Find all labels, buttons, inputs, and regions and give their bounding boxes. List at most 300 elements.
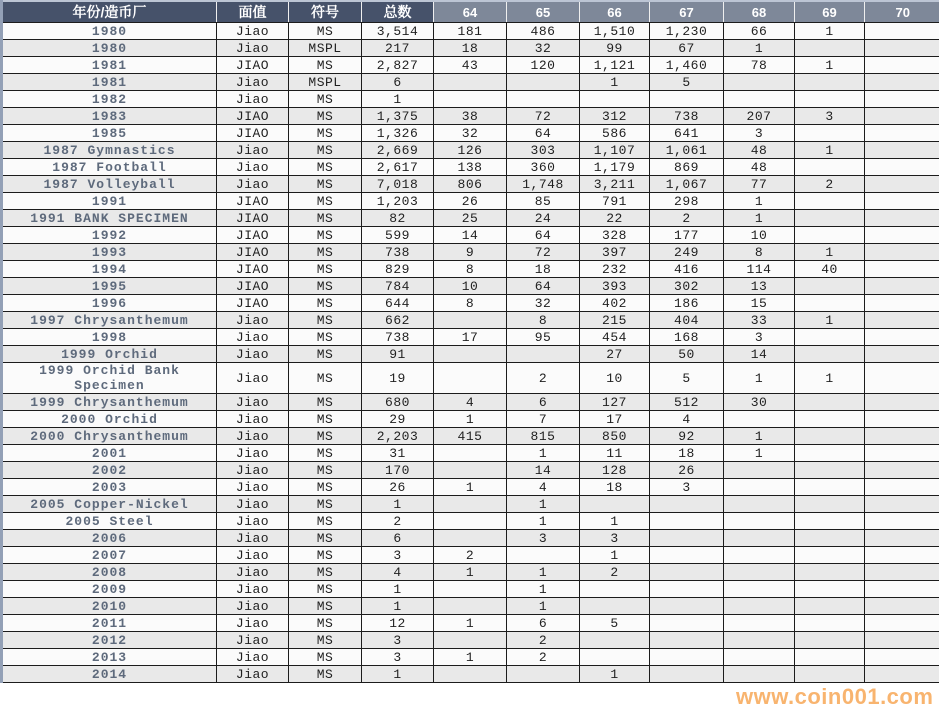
grade-67-cell: 1,067	[650, 176, 724, 193]
total-cell: 1	[362, 91, 434, 108]
grade-64-cell	[434, 346, 507, 363]
grade-67-cell	[650, 496, 724, 513]
grade-66-cell: 850	[580, 428, 650, 445]
year-mint-cell: 1980	[2, 23, 217, 40]
grade-65-cell	[507, 547, 580, 564]
grade-70-cell	[865, 159, 939, 176]
grade-65-cell	[507, 91, 580, 108]
grade-68-cell: 207	[724, 108, 795, 125]
grade-64-cell: 1	[434, 479, 507, 496]
face-value-cell: Jiao	[217, 411, 289, 428]
symbol-cell: MS	[289, 363, 362, 394]
grade-65-cell: 4	[507, 479, 580, 496]
grade-66-cell: 328	[580, 227, 650, 244]
grade-68-cell	[724, 581, 795, 598]
grade-70-cell	[865, 394, 939, 411]
grade-70-cell	[865, 496, 939, 513]
face-value-cell: Jiao	[217, 428, 289, 445]
year-mint-cell: 2007	[2, 547, 217, 564]
year-mint-cell: 1999 Orchid	[2, 346, 217, 363]
grade-69-cell	[795, 40, 865, 57]
grade-67-cell: 416	[650, 261, 724, 278]
symbol-cell: MS	[289, 278, 362, 295]
face-value-cell: Jiao	[217, 615, 289, 632]
face-value-cell: Jiao	[217, 513, 289, 530]
grade-68-cell: 1	[724, 428, 795, 445]
grade-69-cell	[795, 547, 865, 564]
grade-68-cell	[724, 496, 795, 513]
grade-69-cell: 1	[795, 244, 865, 261]
grade-70-cell	[865, 363, 939, 394]
year-mint-cell: 2005 Copper-Nickel	[2, 496, 217, 513]
symbol-cell: MS	[289, 23, 362, 40]
grade-67-cell: 738	[650, 108, 724, 125]
symbol-cell: MS	[289, 346, 362, 363]
table-row	[2, 159, 939, 176]
grade-68-cell: 1	[724, 363, 795, 394]
face-value-cell: JIAO	[217, 57, 289, 74]
face-value-cell: JIAO	[217, 278, 289, 295]
grade-70-cell	[865, 91, 939, 108]
year-mint-cell: 1987 Football	[2, 159, 217, 176]
grade-67-cell: 18	[650, 445, 724, 462]
header-row	[2, 1, 939, 23]
face-value-cell: JIAO	[217, 295, 289, 312]
grade-67-cell: 67	[650, 40, 724, 57]
year-mint-cell: 1999 Orchid Bank Specimen	[2, 363, 217, 394]
grade-66-cell: 1	[580, 666, 650, 683]
grade-66-cell: 1	[580, 74, 650, 91]
grade-68-cell: 66	[724, 23, 795, 40]
grade-66-cell: 791	[580, 193, 650, 210]
grade-65-cell: 18	[507, 261, 580, 278]
year-mint-cell: 1980	[2, 40, 217, 57]
grade-68-cell	[724, 666, 795, 683]
grade-67-cell: 302	[650, 278, 724, 295]
year-mint-cell: 2014	[2, 666, 217, 683]
grade-68-cell: 48	[724, 142, 795, 159]
grade-68-cell: 33	[724, 312, 795, 329]
grade-66-cell: 17	[580, 411, 650, 428]
grade-64-cell: 2	[434, 547, 507, 564]
grade-66-cell: 402	[580, 295, 650, 312]
year-mint-cell: 1992	[2, 227, 217, 244]
grade-70-cell	[865, 445, 939, 462]
total-cell: 7,018	[362, 176, 434, 193]
grade-65-cell: 1	[507, 581, 580, 598]
grade-67-cell: 2	[650, 210, 724, 227]
grade-70-cell	[865, 108, 939, 125]
grade-66-cell: 2	[580, 564, 650, 581]
grade-64-cell	[434, 496, 507, 513]
grade-66-cell: 5	[580, 615, 650, 632]
grade-67-cell: 168	[650, 329, 724, 346]
grade-67-cell: 3	[650, 479, 724, 496]
symbol-cell: MS	[289, 227, 362, 244]
grade-65-cell: 85	[507, 193, 580, 210]
grade-66-cell: 312	[580, 108, 650, 125]
grade-66-cell: 3	[580, 530, 650, 547]
grade-64-cell	[434, 74, 507, 91]
grade-64-cell: 1	[434, 564, 507, 581]
face-value-cell: Jiao	[217, 462, 289, 479]
year-mint-cell: 1997 Chrysanthemum	[2, 312, 217, 329]
grade-66-cell: 1	[580, 513, 650, 530]
symbol-cell: MS	[289, 547, 362, 564]
grade-65-cell: 32	[507, 295, 580, 312]
grade-66-cell	[580, 91, 650, 108]
face-value-cell: Jiao	[217, 312, 289, 329]
grade-70-cell	[865, 142, 939, 159]
face-value-cell: JIAO	[217, 125, 289, 142]
grade-64-cell: 8	[434, 295, 507, 312]
grade-65-cell: 815	[507, 428, 580, 445]
grade-65-cell: 1	[507, 496, 580, 513]
grade-68-cell: 48	[724, 159, 795, 176]
grade-64-cell: 1	[434, 615, 507, 632]
symbol-cell: MS	[289, 513, 362, 530]
total-cell: 1,203	[362, 193, 434, 210]
face-value-cell: Jiao	[217, 547, 289, 564]
face-value-cell: JIAO	[217, 244, 289, 261]
table-row	[2, 329, 939, 346]
table-row	[2, 666, 939, 683]
symbol-cell: MS	[289, 210, 362, 227]
grade-66-cell	[580, 496, 650, 513]
face-value-cell: Jiao	[217, 581, 289, 598]
table-row	[2, 312, 939, 329]
face-value-cell: Jiao	[217, 74, 289, 91]
face-value-cell: Jiao	[217, 91, 289, 108]
grade-70-cell	[865, 581, 939, 598]
grade-68-cell	[724, 564, 795, 581]
table-row	[2, 40, 939, 57]
grade-65-cell	[507, 346, 580, 363]
year-mint-cell: 2003	[2, 479, 217, 496]
grade-70-cell	[865, 295, 939, 312]
grade-70-cell	[865, 278, 939, 295]
grade-68-cell	[724, 74, 795, 91]
face-value-cell: Jiao	[217, 23, 289, 40]
face-value-cell: JIAO	[217, 227, 289, 244]
grade-65-cell: 1	[507, 564, 580, 581]
symbol-cell: MS	[289, 142, 362, 159]
total-cell: 26	[362, 479, 434, 496]
symbol-cell: MS	[289, 445, 362, 462]
column-header-grade-65: 65	[507, 1, 580, 23]
year-mint-cell: 1982	[2, 91, 217, 108]
symbol-cell: MS	[289, 176, 362, 193]
grade-67-cell: 1,230	[650, 23, 724, 40]
table-row	[2, 581, 939, 598]
total-cell: 2,669	[362, 142, 434, 159]
grade-70-cell	[865, 598, 939, 615]
site-watermark: www.coin001.com	[736, 684, 934, 709]
grade-69-cell	[795, 159, 865, 176]
grade-66-cell: 18	[580, 479, 650, 496]
table-row	[2, 394, 939, 411]
table-row	[2, 193, 939, 210]
column-header-face-value: 面值	[217, 1, 289, 23]
grade-70-cell	[865, 513, 939, 530]
grade-67-cell: 26	[650, 462, 724, 479]
year-mint-cell: 2009	[2, 581, 217, 598]
grade-69-cell	[795, 346, 865, 363]
grade-70-cell	[865, 125, 939, 142]
grade-67-cell: 5	[650, 363, 724, 394]
grade-68-cell: 77	[724, 176, 795, 193]
grade-64-cell	[434, 462, 507, 479]
face-value-cell: Jiao	[217, 445, 289, 462]
table-row	[2, 530, 939, 547]
table-row	[2, 74, 939, 91]
grade-70-cell	[865, 547, 939, 564]
face-value-cell: Jiao	[217, 666, 289, 683]
grade-70-cell	[865, 428, 939, 445]
symbol-cell: MS	[289, 581, 362, 598]
symbol-cell: MS	[289, 479, 362, 496]
grade-68-cell	[724, 530, 795, 547]
face-value-cell: Jiao	[217, 564, 289, 581]
total-cell: 738	[362, 244, 434, 261]
face-value-cell: Jiao	[217, 496, 289, 513]
year-mint-cell: 1999 Chrysanthemum	[2, 394, 217, 411]
table-row	[2, 244, 939, 261]
grade-64-cell	[434, 632, 507, 649]
grade-65-cell: 14	[507, 462, 580, 479]
grade-67-cell: 249	[650, 244, 724, 261]
table-row	[2, 428, 939, 445]
grade-67-cell: 177	[650, 227, 724, 244]
year-mint-cell: 2000 Chrysanthemum	[2, 428, 217, 445]
face-value-cell: JIAO	[217, 108, 289, 125]
total-cell: 6	[362, 74, 434, 91]
grade-65-cell: 24	[507, 210, 580, 227]
grade-69-cell: 1	[795, 312, 865, 329]
grade-65-cell: 8	[507, 312, 580, 329]
face-value-cell: Jiao	[217, 363, 289, 394]
year-mint-cell: 1983	[2, 108, 217, 125]
year-mint-cell: 2001	[2, 445, 217, 462]
grade-69-cell	[795, 125, 865, 142]
column-header-grade-66: 66	[580, 1, 650, 23]
grade-67-cell	[650, 581, 724, 598]
grade-64-cell: 181	[434, 23, 507, 40]
total-cell: 784	[362, 278, 434, 295]
grade-70-cell	[865, 312, 939, 329]
face-value-cell: Jiao	[217, 530, 289, 547]
grade-65-cell	[507, 666, 580, 683]
table-row	[2, 649, 939, 666]
symbol-cell: MS	[289, 649, 362, 666]
table-row	[2, 496, 939, 513]
symbol-cell: MS	[289, 394, 362, 411]
grade-69-cell	[795, 615, 865, 632]
grade-64-cell: 4	[434, 394, 507, 411]
grade-70-cell	[865, 649, 939, 666]
grade-65-cell: 32	[507, 40, 580, 57]
table-row	[2, 295, 939, 312]
total-cell: 1	[362, 581, 434, 598]
table-row	[2, 91, 939, 108]
symbol-cell: MS	[289, 428, 362, 445]
table-row	[2, 23, 939, 40]
grade-69-cell	[795, 193, 865, 210]
symbol-cell: MS	[289, 462, 362, 479]
grade-70-cell	[865, 530, 939, 547]
grade-64-cell: 806	[434, 176, 507, 193]
grade-64-cell	[434, 445, 507, 462]
grade-66-cell: 1	[580, 547, 650, 564]
grade-65-cell: 1	[507, 598, 580, 615]
grade-65-cell: 64	[507, 278, 580, 295]
total-cell: 2,617	[362, 159, 434, 176]
total-cell: 829	[362, 261, 434, 278]
total-cell: 12	[362, 615, 434, 632]
face-value-cell: Jiao	[217, 159, 289, 176]
grade-69-cell	[795, 394, 865, 411]
grade-69-cell	[795, 210, 865, 227]
total-cell: 1,326	[362, 125, 434, 142]
grade-70-cell	[865, 193, 939, 210]
total-cell: 3	[362, 649, 434, 666]
total-cell: 738	[362, 329, 434, 346]
grade-69-cell	[795, 666, 865, 683]
table-row	[2, 57, 939, 74]
grade-66-cell: 27	[580, 346, 650, 363]
table-row	[2, 346, 939, 363]
grade-67-cell: 4	[650, 411, 724, 428]
grade-69-cell: 40	[795, 261, 865, 278]
grade-65-cell: 72	[507, 108, 580, 125]
symbol-cell: MS	[289, 261, 362, 278]
total-cell: 2,203	[362, 428, 434, 445]
grade-70-cell	[865, 346, 939, 363]
grade-66-cell	[580, 598, 650, 615]
grade-68-cell: 8	[724, 244, 795, 261]
symbol-cell: MS	[289, 329, 362, 346]
total-cell: 599	[362, 227, 434, 244]
grade-70-cell	[865, 615, 939, 632]
grade-64-cell: 38	[434, 108, 507, 125]
column-header-grade-68: 68	[724, 1, 795, 23]
grade-69-cell	[795, 649, 865, 666]
grade-69-cell	[795, 598, 865, 615]
table-row	[2, 210, 939, 227]
table-row	[2, 445, 939, 462]
year-mint-cell: 1985	[2, 125, 217, 142]
grade-69-cell: 1	[795, 57, 865, 74]
symbol-cell: MS	[289, 193, 362, 210]
grade-68-cell: 14	[724, 346, 795, 363]
total-cell: 2,827	[362, 57, 434, 74]
grade-68-cell: 13	[724, 278, 795, 295]
table-row	[2, 108, 939, 125]
grade-70-cell	[865, 40, 939, 57]
face-value-cell: Jiao	[217, 479, 289, 496]
table-row	[2, 513, 939, 530]
grade-66-cell: 1,107	[580, 142, 650, 159]
year-mint-cell: 2011	[2, 615, 217, 632]
grade-64-cell	[434, 581, 507, 598]
total-cell: 31	[362, 445, 434, 462]
grade-68-cell	[724, 411, 795, 428]
grade-67-cell	[650, 91, 724, 108]
symbol-cell: MS	[289, 57, 362, 74]
total-cell: 170	[362, 462, 434, 479]
grade-65-cell: 6	[507, 394, 580, 411]
grade-64-cell	[434, 530, 507, 547]
year-mint-cell: 1995	[2, 278, 217, 295]
grade-69-cell	[795, 91, 865, 108]
year-mint-cell: 1987 Volleyball	[2, 176, 217, 193]
year-mint-cell: 1981	[2, 57, 217, 74]
grade-66-cell: 127	[580, 394, 650, 411]
table-body	[2, 23, 939, 683]
grade-65-cell	[507, 74, 580, 91]
grade-67-cell	[650, 598, 724, 615]
grade-68-cell: 30	[724, 394, 795, 411]
grade-64-cell: 43	[434, 57, 507, 74]
grade-66-cell: 1,510	[580, 23, 650, 40]
face-value-cell: Jiao	[217, 142, 289, 159]
grade-68-cell: 1	[724, 40, 795, 57]
grade-64-cell	[434, 363, 507, 394]
grade-69-cell	[795, 462, 865, 479]
face-value-cell: Jiao	[217, 329, 289, 346]
grade-68-cell: 3	[724, 329, 795, 346]
grade-70-cell	[865, 564, 939, 581]
year-mint-cell: 2006	[2, 530, 217, 547]
total-cell: 1	[362, 598, 434, 615]
grade-65-cell: 1	[507, 445, 580, 462]
symbol-cell: MS	[289, 666, 362, 683]
grade-68-cell	[724, 462, 795, 479]
grade-66-cell: 3,211	[580, 176, 650, 193]
year-mint-cell: 1987 Gymnastics	[2, 142, 217, 159]
year-mint-cell: 2000 Orchid	[2, 411, 217, 428]
total-cell: 1	[362, 496, 434, 513]
table-row	[2, 632, 939, 649]
grade-67-cell: 1,460	[650, 57, 724, 74]
grade-64-cell: 9	[434, 244, 507, 261]
grade-64-cell: 8	[434, 261, 507, 278]
symbol-cell: MS	[289, 125, 362, 142]
symbol-cell: MS	[289, 632, 362, 649]
grade-65-cell: 486	[507, 23, 580, 40]
column-header-symbol: 符号	[289, 1, 362, 23]
symbol-cell: MSPL	[289, 40, 362, 57]
grade-65-cell: 2	[507, 649, 580, 666]
grade-70-cell	[865, 479, 939, 496]
grade-70-cell	[865, 632, 939, 649]
grade-67-cell: 298	[650, 193, 724, 210]
table-row	[2, 615, 939, 632]
column-header-year-mint: 年份/造币厂	[2, 1, 217, 23]
grade-70-cell	[865, 261, 939, 278]
year-mint-cell: 2008	[2, 564, 217, 581]
grade-65-cell: 1,748	[507, 176, 580, 193]
total-cell: 29	[362, 411, 434, 428]
grade-68-cell: 15	[724, 295, 795, 312]
year-mint-cell: 1996	[2, 295, 217, 312]
grade-64-cell: 1	[434, 649, 507, 666]
total-cell: 1,375	[362, 108, 434, 125]
grade-69-cell: 3	[795, 108, 865, 125]
table-row	[2, 547, 939, 564]
grade-66-cell: 128	[580, 462, 650, 479]
year-mint-cell: 1991 BANK SPECIMEN	[2, 210, 217, 227]
